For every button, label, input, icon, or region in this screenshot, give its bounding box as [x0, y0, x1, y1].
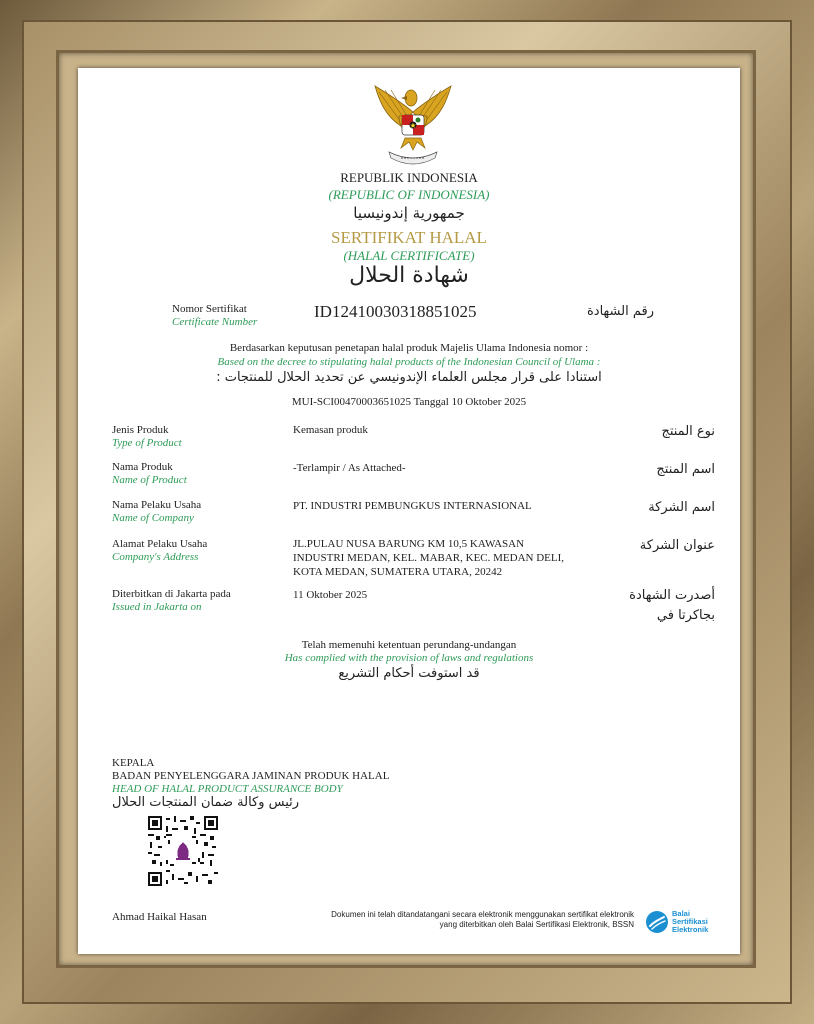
- cert-number-label-ar: رقم الشهادة: [587, 304, 654, 319]
- bsre-logo-text: [672, 910, 708, 934]
- certificate-title-ar: شهادة الحلال: [349, 263, 469, 288]
- bsre-line: Balai: [672, 909, 690, 918]
- cert-number-label-en: Certificate Number: [172, 316, 258, 328]
- field-label-ar: اسم الشركة: [648, 500, 715, 515]
- field-label-en: Type of Product: [112, 437, 182, 449]
- field-label-en: Company's Address: [112, 551, 199, 563]
- field-label: Diterbitkan di Jakarta pada: [112, 588, 231, 600]
- signatory-body-ar: رئيس وكالة ضمان المنتجات الحلال: [112, 795, 300, 810]
- field-label-ar: اسم المنتج: [656, 462, 715, 477]
- field-label: Nama Produk: [112, 461, 173, 473]
- decree-text-ar: استنادا على قرار مجلس العلماء الإندونيسي عن تحديد الحلال للمنتجات :: [216, 370, 602, 385]
- field-label-ar: عنوان الشركة: [639, 538, 715, 553]
- bsre-line: Elektronik: [672, 925, 709, 934]
- country-name-en: (REPUBLIC OF INDONESIA): [328, 187, 490, 202]
- cert-number-value: ID12410030318851025: [314, 302, 477, 321]
- signatory-name: Ahmad Haikal Hasan: [112, 911, 207, 923]
- field-label-en: Issued in Jakarta on: [112, 601, 202, 613]
- field-value-line: INDUSTRI MEDAN, KEL. MABAR, KEC. MEDAN DELI,: [293, 552, 565, 564]
- country-name-ar: جمهورية إندونيسيا: [353, 204, 465, 222]
- field-label-ar-line: بجاكرتا في: [656, 608, 715, 623]
- compliance-text-en: Has complied with the provision of laws and regulations: [284, 652, 534, 664]
- field-label: Nama Pelaku Usaha: [112, 499, 202, 511]
- compliance-text: Telah memenuhi ketentuan perundang-undangan: [301, 639, 517, 651]
- signatory-body: BADAN PENYELENGGARA JAMINAN PRODUK HALAL: [112, 770, 390, 782]
- footer-note-line: yang diterbitkan oleh Balai Sertifikasi Elektronik, BSSN: [439, 920, 634, 929]
- garuda-emblem-icon: [371, 82, 455, 168]
- certificate-title-en: (HALAL CERTIFICATE): [343, 248, 475, 263]
- qr-code-icon: [148, 816, 218, 886]
- footer-note-line: Dokumen ini telah ditandatangani secara elektronik menggunakan sertifikat elektronik: [331, 910, 634, 919]
- field-value: PT. INDUSTRI PEMBUNGKUS INTERNASIONAL: [293, 500, 532, 512]
- bsre-logo-icon: [645, 910, 669, 934]
- field-label-en: Name of Company: [112, 512, 194, 524]
- decree-text-en: Based on the decree to stipulating halal products of the Indonesian Council of Ulama :: [217, 356, 601, 368]
- field-value: -Terlampir / As Attached-: [293, 462, 406, 474]
- signatory-title: KEPALA: [112, 757, 155, 769]
- field-label: Jenis Produk: [112, 424, 169, 436]
- country-name: REPUBLIK INDONESIA: [340, 170, 478, 185]
- field-value-line: JL.PULAU NUSA BARUNG KM 10,5 KAWASAN: [293, 538, 525, 550]
- field-label-en: Name of Product: [112, 474, 187, 486]
- compliance-text-ar: قد استوفت أحكام التشريع: [338, 666, 480, 681]
- decree-reference: MUI-SCI00470003651025 Tanggal 10 Oktober 2025: [291, 396, 527, 408]
- bsre-line: Sertifikasi: [672, 917, 708, 926]
- field-label-ar-line: أصدرت الشهادة: [629, 588, 715, 603]
- decree-text: Berdasarkan keputusan penetapan halal produk Majelis Ulama Indonesia nomor :: [229, 342, 589, 354]
- field-label: Alamat Pelaku Usaha: [112, 538, 208, 550]
- field-value-line: KOTA MEDAN, SUMATERA UTARA, 20242: [293, 566, 503, 578]
- certificate-paper: [78, 68, 740, 954]
- signatory-body-en: HEAD OF HALAL PRODUCT ASSURANCE BODY: [112, 783, 343, 795]
- field-label-ar: نوع المنتج: [661, 424, 715, 439]
- certificate-title: SERTIFIKAT HALAL: [331, 228, 487, 247]
- footer-note: [268, 910, 634, 930]
- cert-number-label: Nomor Sertifikat: [172, 303, 247, 315]
- field-value: 11 Oktober 2025: [293, 589, 368, 601]
- field-value: Kemasan produk: [293, 424, 368, 436]
